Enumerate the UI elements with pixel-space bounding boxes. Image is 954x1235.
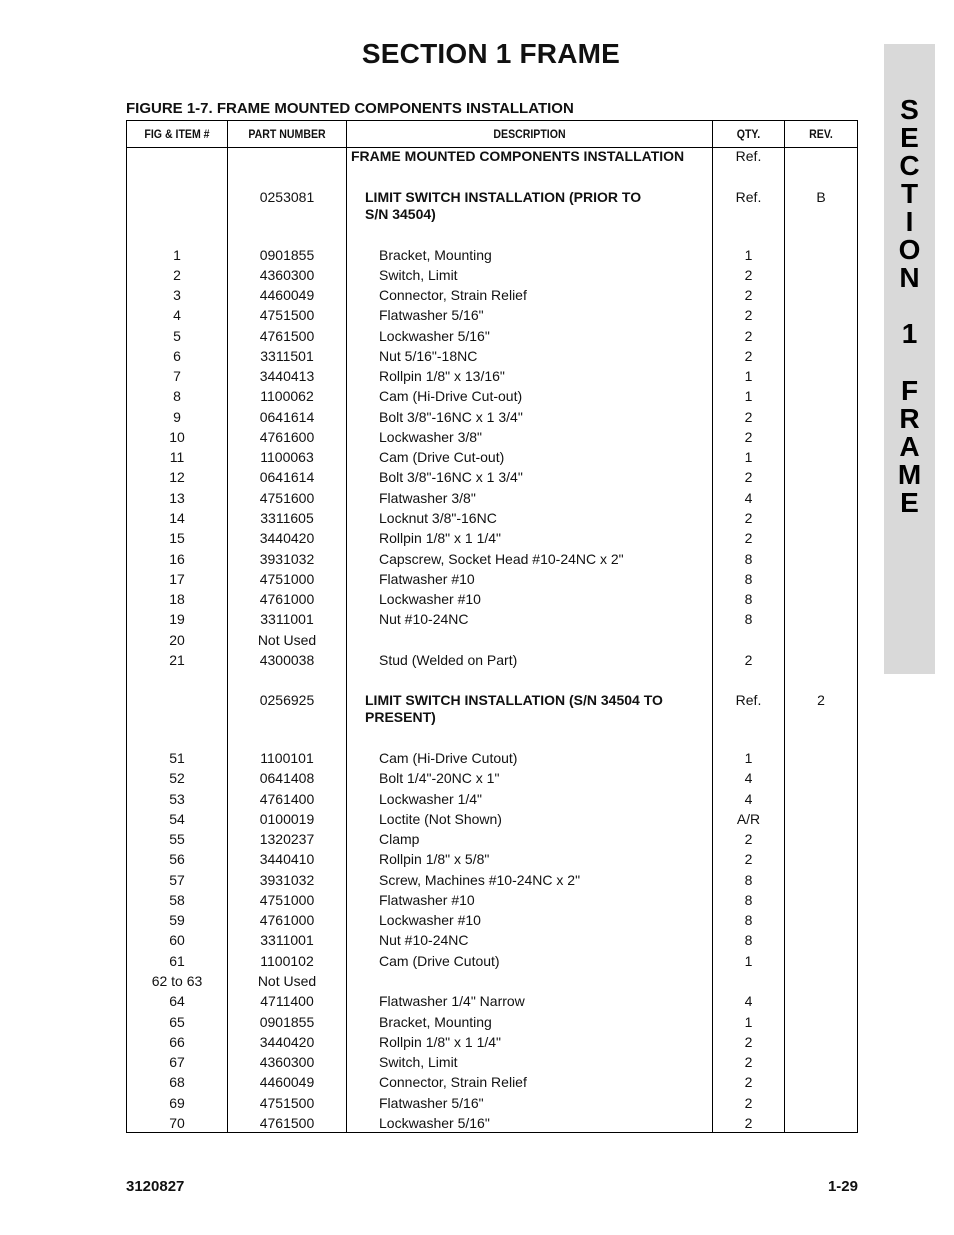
row-qty: 1 — [744, 1014, 753, 1030]
row-fig-item: 53 — [169, 791, 185, 807]
row-part-number: 1100101 — [260, 750, 314, 766]
row-description: LIMIT SWITCH INSTALLATION (PRIOR TO S/N 34504) — [365, 189, 642, 222]
row-qty: 2 — [744, 1034, 753, 1050]
row-description: Clamp — [379, 831, 420, 847]
row-qty: 2 — [744, 510, 753, 526]
row-qty: 2 — [744, 429, 753, 445]
row-part-number: 3931032 — [259, 872, 315, 888]
row-fig-item: 54 — [169, 811, 185, 827]
side-tab-letter: 1 — [901, 318, 918, 349]
row-qty: 8 — [744, 912, 753, 928]
row-description: Connector, Strain Relief — [379, 287, 527, 303]
row-description: Flatwasher #10 — [379, 571, 475, 587]
row-qty: 1 — [744, 388, 753, 404]
row-part-number: Not Used — [257, 973, 317, 989]
row-part-number: 4751500 — [259, 1095, 315, 1111]
row-qty: 4 — [744, 791, 753, 807]
row-description: Rollpin 1/8" x 1 1/4" — [379, 530, 502, 546]
row-part-number: 0901855 — [259, 1014, 315, 1030]
row-fig-item: 66 — [169, 1034, 185, 1050]
row-qty: A/R — [736, 811, 761, 827]
row-fig-item: 8 — [173, 388, 181, 404]
row-part-number: 4751600 — [259, 490, 315, 506]
row-part-number: 3440410 — [259, 851, 315, 867]
page-number: 1-29 — [827, 1178, 858, 1195]
document-number: 3120827 — [126, 1178, 185, 1195]
row-fig-item: 60 — [169, 932, 185, 948]
row-part-number: 0641614 — [259, 469, 315, 485]
row-fig-item: 51 — [169, 750, 185, 766]
row-qty: Ref. — [735, 692, 762, 708]
side-tab-letter: M — [897, 459, 922, 490]
row-part-number: 3440420 — [259, 530, 315, 546]
row-part-number: 4460049 — [259, 287, 315, 303]
row-part-number: 3440413 — [259, 368, 315, 384]
row-part-number: 4761000 — [259, 591, 315, 607]
row-description: Lockwasher 3/8" — [379, 429, 483, 445]
row-description: Lockwasher 5/16" — [379, 328, 490, 344]
row-description: Flatwasher #10 — [379, 892, 475, 908]
row-part-number: 0641408 — [259, 770, 315, 786]
row-qty: 2 — [744, 851, 753, 867]
row-description: Bolt 3/8"-16NC x 1 3/4" — [379, 469, 523, 485]
row-description: Nut 5/16"-18NC — [379, 348, 478, 364]
row-fig-item: 18 — [169, 591, 185, 607]
row-part-number: 4360300 — [259, 1054, 315, 1070]
side-tab-letter: T — [900, 178, 919, 209]
section-side-tab — [884, 44, 935, 674]
row-description: Rollpin 1/8" x 1 1/4" — [379, 1034, 502, 1050]
row-description: Switch, Limit — [379, 267, 458, 283]
row-description: Flatwasher 1/4" Narrow — [379, 993, 525, 1009]
row-qty: 8 — [744, 932, 753, 948]
row-part-number: 4761400 — [259, 791, 315, 807]
row-description: Flatwasher 5/16" — [379, 307, 484, 323]
row-description: Lockwasher 1/4" — [379, 791, 483, 807]
row-qty: 2 — [744, 530, 753, 546]
row-fig-item: 16 — [169, 551, 185, 567]
row-fig-item: 65 — [169, 1014, 185, 1030]
row-part-number: 0641614 — [259, 409, 315, 425]
row-part-number: 3311001 — [260, 932, 314, 948]
row-description: Loctite (Not Shown) — [379, 811, 502, 827]
row-description: Lockwasher #10 — [379, 912, 481, 928]
side-tab-letter: R — [899, 403, 920, 434]
side-tab-letter: E — [900, 487, 919, 518]
row-description: Switch, Limit — [379, 1054, 458, 1070]
row-qty: 2 — [744, 1115, 753, 1131]
row-part-number: 4751000 — [259, 571, 315, 587]
row-qty: 2 — [744, 652, 753, 668]
row-part-number: 4711400 — [260, 993, 314, 1009]
row-rev: 2 — [817, 692, 825, 708]
row-description: Stud (Welded on Part) — [379, 652, 518, 668]
row-part-number: 4761500 — [259, 328, 315, 344]
row-qty: 4 — [744, 490, 753, 506]
row-fig-item: 68 — [169, 1074, 185, 1090]
row-qty: Ref. — [735, 189, 762, 205]
row-description: FRAME MOUNTED COMPONENTS INSTALLATION — [351, 148, 685, 164]
row-description: Connector, Strain Relief — [379, 1074, 527, 1090]
side-tab-letter: E — [900, 122, 919, 153]
row-fig-item: 69 — [169, 1095, 185, 1111]
row-part-number: 1100102 — [260, 953, 314, 969]
row-qty: 2 — [744, 1095, 753, 1111]
row-fig-item: 14 — [169, 510, 185, 526]
row-fig-item: 21 — [169, 652, 185, 668]
row-fig-item: 10 — [169, 429, 185, 445]
row-part-number: 4460049 — [259, 1074, 315, 1090]
row-description: Bracket, Mounting — [379, 247, 492, 263]
row-part-number: 4751000 — [259, 892, 315, 908]
row-fig-item: 6 — [173, 348, 181, 364]
row-fig-item: 2 — [173, 267, 181, 283]
row-qty: 2 — [744, 1054, 753, 1070]
row-qty: 1 — [744, 449, 753, 465]
column-divider — [784, 121, 785, 1132]
row-part-number: Not Used — [257, 632, 317, 648]
row-fig-item: 12 — [169, 469, 185, 485]
header-part-number: PART NUMBER — [248, 127, 326, 141]
header-fig-item: FIG & ITEM # — [144, 127, 210, 141]
row-part-number: 3931032 — [259, 551, 315, 567]
row-fig-item: 4 — [173, 307, 181, 323]
row-qty: 2 — [744, 287, 753, 303]
row-fig-item: 17 — [169, 571, 185, 587]
row-qty: 2 — [744, 1074, 753, 1090]
row-part-number: 0253081 — [259, 189, 315, 205]
row-qty: 2 — [744, 267, 753, 283]
row-description: Cam (Hi-Drive Cut-out) — [379, 388, 523, 404]
row-part-number: 1100062 — [260, 388, 314, 404]
row-part-number: 4761000 — [259, 912, 315, 928]
row-fig-item: 58 — [169, 892, 185, 908]
row-qty: 2 — [744, 328, 753, 344]
row-description: Rollpin 1/8" x 5/8" — [379, 851, 490, 867]
row-qty: 8 — [744, 872, 753, 888]
row-qty: 2 — [744, 409, 753, 425]
row-fig-item: 52 — [169, 770, 185, 786]
row-description: Flatwasher 3/8" — [379, 490, 476, 506]
row-part-number: 3311501 — [260, 348, 314, 364]
row-fig-item: 3 — [173, 287, 181, 303]
row-description: Rollpin 1/8" x 13/16" — [379, 368, 505, 384]
row-fig-item: 9 — [173, 409, 181, 425]
row-part-number: 3311001 — [260, 611, 314, 627]
row-description: Bolt 3/8"-16NC x 1 3/4" — [379, 409, 523, 425]
row-part-number: 3311605 — [260, 510, 314, 526]
row-fig-item: 1 — [173, 247, 181, 263]
row-part-number: 1320237 — [259, 831, 315, 847]
row-part-number: 3440420 — [259, 1034, 315, 1050]
row-description: Screw, Machines #10-24NC x 2" — [379, 872, 581, 888]
row-qty: 1 — [744, 368, 753, 384]
header-rev: REV. — [809, 127, 833, 141]
header-qty: QTY. — [736, 127, 761, 141]
row-part-number: 4761600 — [259, 429, 315, 445]
row-fig-item: 57 — [169, 872, 185, 888]
row-qty: 1 — [744, 750, 753, 766]
row-fig-item: 20 — [169, 632, 185, 648]
row-qty: 1 — [744, 247, 753, 263]
row-description: Lockwasher 5/16" — [379, 1115, 490, 1131]
side-tab-letter: S — [900, 94, 919, 125]
side-tab-letter: I — [905, 206, 914, 237]
row-fig-item: 61 — [169, 953, 185, 969]
row-fig-item: 62 to 63 — [151, 973, 203, 989]
row-part-number: 4761500 — [259, 1115, 315, 1131]
row-description: Cam (Drive Cut-out) — [379, 449, 505, 465]
row-qty: 4 — [744, 770, 753, 786]
row-fig-item: 19 — [169, 611, 185, 627]
row-description: Lockwasher #10 — [379, 591, 481, 607]
row-description: Cam (Hi-Drive Cutout) — [379, 750, 518, 766]
row-qty: 8 — [744, 611, 753, 627]
row-qty: 2 — [744, 831, 753, 847]
row-rev: B — [816, 189, 826, 205]
row-fig-item: 5 — [173, 328, 181, 344]
header-description: DESCRIPTION — [493, 127, 566, 141]
side-tab-letter: N — [899, 262, 920, 293]
row-description: Flatwasher 5/16" — [379, 1095, 484, 1111]
row-qty: 8 — [744, 591, 753, 607]
row-fig-item: 59 — [169, 912, 185, 928]
row-part-number: 4751500 — [259, 307, 315, 323]
row-fig-item: 7 — [173, 368, 181, 384]
row-qty: Ref. — [735, 148, 762, 164]
row-part-number: 0901855 — [259, 247, 315, 263]
row-qty: 2 — [744, 469, 753, 485]
row-qty: 2 — [744, 348, 753, 364]
row-qty: 4 — [744, 993, 753, 1009]
row-description: Nut #10-24NC — [379, 932, 469, 948]
row-description: Bolt 1/4"-20NC x 1" — [379, 770, 500, 786]
row-fig-item: 13 — [169, 490, 185, 506]
row-part-number: 4300038 — [259, 652, 315, 668]
side-tab-letter: A — [899, 431, 920, 462]
row-qty: 8 — [744, 892, 753, 908]
row-fig-item: 56 — [169, 851, 185, 867]
figure-title: FIGURE 1-7. FRAME MOUNTED COMPONENTS INSTALLATION — [126, 100, 574, 117]
row-qty: 8 — [744, 551, 753, 567]
row-qty: 2 — [744, 307, 753, 323]
side-tab-letter: C — [899, 150, 920, 181]
row-description: Nut #10-24NC — [379, 611, 469, 627]
row-qty: 1 — [744, 953, 753, 969]
row-fig-item: 64 — [169, 993, 185, 1009]
page-title: SECTION 1 FRAME — [361, 38, 621, 69]
row-description: Cam (Drive Cutout) — [379, 953, 500, 969]
side-tab-letter: O — [898, 234, 921, 265]
row-part-number: 4360300 — [259, 267, 315, 283]
row-part-number: 1100063 — [260, 449, 314, 465]
row-fig-item: 55 — [169, 831, 185, 847]
row-description: Bracket, Mounting — [379, 1014, 492, 1030]
row-part-number: 0256925 — [259, 692, 315, 708]
row-description: Capscrew, Socket Head #10-24NC x 2" — [379, 551, 624, 567]
row-fig-item: 11 — [169, 449, 185, 465]
row-fig-item: 15 — [169, 530, 185, 546]
row-qty: 8 — [744, 571, 753, 587]
row-part-number: 0100019 — [259, 811, 315, 827]
row-description: Locknut 3/8"-16NC — [379, 510, 497, 526]
parts-table — [126, 120, 858, 1133]
row-fig-item: 70 — [169, 1115, 185, 1131]
side-tab-letter: F — [900, 375, 919, 406]
row-fig-item: 67 — [169, 1054, 185, 1070]
row-description: LIMIT SWITCH INSTALLATION (S/N 34504 TO PRESENT) — [365, 692, 663, 725]
